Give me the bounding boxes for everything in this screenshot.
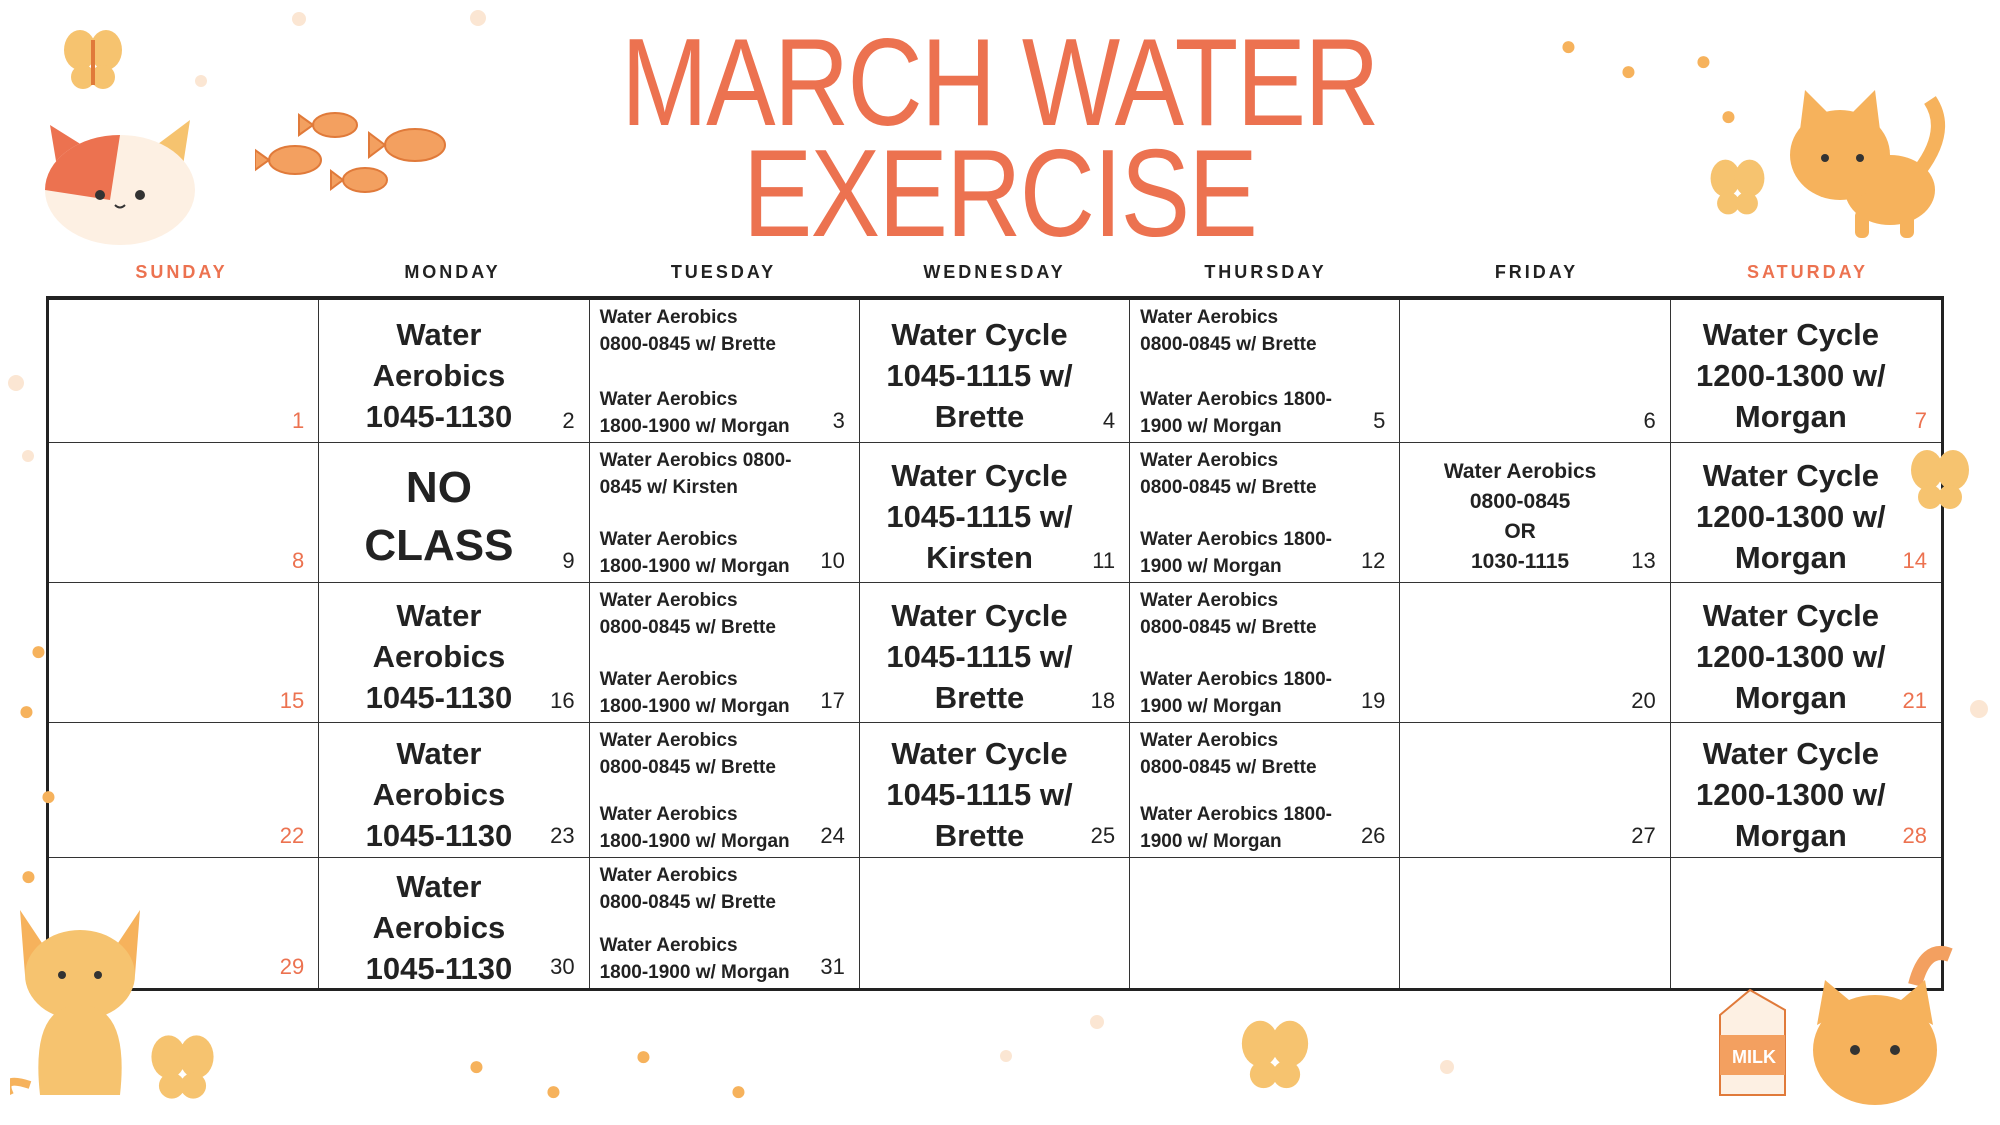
class-info-line: 1030-1115 — [1471, 549, 1570, 573]
calendar-day-31[interactable] — [590, 858, 860, 988]
cat-head-icon — [1805, 925, 1955, 1110]
calendar-empty-cell[interactable] — [860, 858, 1130, 988]
class-info-line: CLASS — [364, 520, 514, 570]
day-number: 16 — [550, 688, 575, 713]
class-info-line: Water — [396, 868, 482, 904]
class-info-line: Water Cycle — [891, 458, 1068, 493]
day-number: 10 — [820, 548, 845, 573]
class-info-line: Aerobics — [372, 776, 506, 812]
weekday-header-wednesday: WEDNESDAY — [923, 262, 1066, 282]
butterfly-icon — [58, 25, 128, 95]
weekday-header-monday: MONDAY — [404, 262, 501, 282]
day-number: 22 — [279, 823, 305, 848]
morning-session — [600, 587, 825, 641]
day-number: 25 — [1090, 823, 1116, 848]
morning-session — [600, 727, 825, 781]
session-line: Water Aerobics — [599, 730, 738, 751]
weekday-header-sunday: SUNDAY — [135, 262, 228, 282]
paw-icon: ● — [730, 1075, 747, 1106]
session-line: Water Aerobics — [599, 865, 738, 886]
decor-dot — [22, 450, 34, 462]
evening-session — [1140, 666, 1365, 720]
butterfly-icon — [1235, 1015, 1315, 1095]
class-info-line: 1045-1130 — [365, 680, 513, 715]
session-line: Water Aerobics — [599, 307, 738, 328]
calendar-day-11[interactable] — [860, 443, 1130, 583]
cat-walking-icon — [1780, 80, 1950, 240]
decor-dot — [1440, 1060, 1454, 1074]
session-line: Water Aerobics — [599, 669, 738, 690]
session-line: Water Aerobics — [599, 590, 738, 611]
decor-dot — [470, 10, 486, 26]
morning-session — [1140, 304, 1365, 358]
decor-dot — [292, 12, 306, 26]
evening-session — [600, 801, 825, 855]
calendar-day-19[interactable] — [1130, 583, 1400, 723]
class-info-line: OR — [1504, 519, 1536, 543]
class-info-line: 0800-0845 — [1469, 489, 1571, 513]
paw-icon: ● — [1720, 100, 1737, 131]
session-line: 1900 w/ Morgan — [1140, 831, 1282, 852]
calendar-day-10[interactable] — [590, 443, 860, 583]
class-info-line: 1045-1130 — [365, 817, 513, 853]
weekday-header-friday: FRIDAY — [1494, 262, 1579, 282]
day-number: 26 — [1360, 823, 1386, 848]
day-number: 9 — [562, 548, 575, 573]
class-info-line: 1200-1300 w/ — [1696, 776, 1886, 812]
day-number: 13 — [1631, 548, 1656, 573]
calendar-day-6[interactable] — [1400, 300, 1670, 443]
butterfly-icon — [145, 1030, 220, 1105]
evening-session — [600, 386, 825, 440]
calendar-day-16[interactable] — [319, 583, 589, 723]
session-line: Water Aerobics — [599, 935, 738, 956]
butterfly-icon — [1705, 155, 1770, 220]
calendar-day-25[interactable] — [860, 723, 1130, 858]
class-info-line: Water Cycle — [891, 598, 1068, 633]
class-info-line: Water Cycle — [1702, 735, 1879, 771]
class-info — [1400, 451, 1639, 582]
decor-dot — [8, 375, 24, 391]
fish-icon — [255, 105, 455, 200]
class-info-line: Brette — [934, 680, 1025, 715]
class-info — [319, 451, 558, 582]
session-line: 0800-0845 w/ Brette — [1140, 757, 1317, 778]
session-line: 0800-0845 w/ Brette — [1140, 617, 1317, 638]
calendar-empty-cell[interactable] — [1130, 858, 1400, 988]
day-number: 4 — [1102, 408, 1116, 433]
class-info — [860, 451, 1099, 582]
calendar-day-15[interactable] — [49, 583, 319, 723]
class-info — [860, 731, 1099, 857]
session-line: Water Aerobics — [1140, 450, 1279, 471]
decor-dot — [195, 75, 207, 87]
calendar-day-4[interactable] — [860, 300, 1130, 443]
day-number: 20 — [1631, 688, 1656, 713]
day-number: 23 — [550, 823, 575, 848]
day-number: 30 — [550, 954, 575, 979]
day-number: 12 — [1360, 548, 1386, 573]
evening-session — [600, 932, 825, 986]
evening-session — [600, 526, 825, 580]
class-info-line: 1200-1300 w/ — [1696, 639, 1886, 674]
calendar-day-21[interactable] — [1671, 583, 1941, 723]
day-number: 5 — [1373, 408, 1386, 433]
class-info-line: Water — [396, 598, 482, 633]
calendar-empty-cell[interactable] — [1400, 858, 1670, 988]
class-info-line: 1045-1115 w/ — [886, 499, 1073, 534]
day-number: 2 — [562, 408, 575, 433]
svg-text:MILK: MILK — [1732, 1047, 1776, 1067]
class-info-line: Water — [396, 316, 482, 352]
calendar-day-8[interactable] — [49, 443, 319, 583]
day-number: 31 — [820, 954, 845, 979]
sitting-cat-icon — [10, 905, 150, 1105]
title-text: EXERCISE — [743, 125, 1257, 263]
calendar-day-27[interactable] — [1400, 723, 1670, 858]
session-line: Water Aerobics — [1140, 307, 1279, 328]
cat-head-icon — [40, 105, 200, 245]
session-line: 1800-1900 w/ Morgan — [599, 831, 790, 852]
calendar-day-26[interactable] — [1130, 723, 1400, 858]
calendar-day-28[interactable] — [1671, 723, 1941, 858]
paw-icon: ● — [40, 780, 57, 811]
calendar-day-12[interactable] — [1130, 443, 1400, 583]
paw-icon: ● — [468, 1050, 485, 1081]
session-line: 1900 w/ Morgan — [1140, 556, 1282, 577]
paw-icon: ● — [1560, 30, 1577, 61]
session-line: Water Aerobics — [1140, 590, 1279, 611]
day-number: 29 — [279, 954, 305, 979]
session-line: 1900 w/ Morgan — [1140, 696, 1282, 717]
morning-session — [600, 862, 825, 916]
calendar-day-20[interactable] — [1400, 583, 1670, 723]
session-line: Water Aerobics — [599, 529, 738, 550]
class-info — [319, 731, 558, 857]
session-line: Water Aerobics 1800- — [1140, 804, 1332, 825]
decor-dot — [1000, 1050, 1012, 1062]
class-info-line: 1045-1115 w/ — [886, 639, 1073, 674]
morning-session — [1140, 447, 1365, 501]
session-line: 0800-0845 w/ Brette — [599, 617, 776, 638]
session-line: 1800-1900 w/ Morgan — [599, 556, 790, 577]
calendar-day-5[interactable] — [1130, 300, 1400, 443]
session-line: Water Aerobics 1800- — [1140, 389, 1332, 410]
class-info-line: Kirsten — [926, 540, 1033, 575]
session-line: 1900 w/ Morgan — [1140, 416, 1282, 437]
day-number: 15 — [279, 688, 305, 713]
day-number: 1 — [292, 408, 305, 433]
calendar-day-30[interactable] — [319, 858, 589, 988]
class-info — [319, 591, 558, 722]
session-line: 0800-0845 w/ Brette — [1140, 334, 1317, 355]
decor-dot — [1090, 1015, 1104, 1029]
evening-session — [1140, 386, 1365, 440]
class-info-line: 1200-1300 w/ — [1696, 499, 1886, 534]
class-info-line: 1045-1115 w/ — [886, 357, 1073, 393]
day-number: 19 — [1360, 688, 1386, 713]
class-info-line: NO — [405, 462, 472, 512]
class-info-line: Water — [396, 735, 482, 771]
day-number: 14 — [1902, 548, 1927, 573]
class-info-line: Brette — [934, 398, 1025, 434]
morning-session — [600, 304, 825, 358]
session-line: 1800-1900 w/ Morgan — [599, 416, 790, 437]
class-info-line: Aerobics — [372, 639, 506, 674]
class-info-line: Aerobics — [372, 357, 506, 393]
class-info — [860, 308, 1099, 442]
class-info-line: 1045-1130 — [365, 950, 513, 986]
evening-session — [1140, 526, 1365, 580]
class-info — [1671, 451, 1911, 582]
session-line: 0845 w/ Kirsten — [599, 477, 738, 498]
class-info — [1671, 731, 1911, 857]
calendar-day-24[interactable] — [590, 723, 860, 858]
class-info-line: 1045-1115 w/ — [886, 776, 1073, 812]
day-number: 21 — [1902, 688, 1927, 713]
weekday-header-thursday: THURSDAY — [1204, 262, 1327, 282]
calendar-grid — [46, 296, 1944, 991]
decor-dot — [1970, 700, 1988, 718]
day-number: 11 — [1092, 548, 1116, 573]
class-info-line: Morgan — [1734, 398, 1847, 434]
morning-session — [1140, 587, 1365, 641]
butterfly-icon — [1905, 445, 1975, 515]
day-number: 27 — [1631, 823, 1656, 848]
class-info-line: Water Cycle — [1702, 316, 1879, 352]
class-info — [860, 591, 1099, 722]
calendar-day-13[interactable] — [1400, 443, 1670, 583]
day-number: 18 — [1090, 688, 1116, 713]
class-info — [1671, 308, 1911, 442]
session-line: 0800-0845 w/ Brette — [599, 757, 776, 778]
evening-session — [600, 666, 825, 720]
class-info — [319, 866, 558, 988]
class-info-line: 1045-1130 — [365, 398, 513, 434]
calendar-day-3[interactable] — [590, 300, 860, 443]
calendar-day-18[interactable] — [860, 583, 1130, 723]
class-info-line: 1200-1300 w/ — [1696, 357, 1886, 393]
weekday-header-tuesday: TUESDAY — [670, 262, 777, 282]
class-info — [319, 308, 558, 442]
day-number: 7 — [1914, 408, 1927, 433]
weekday-header-saturday: SATURDAY — [1746, 262, 1868, 282]
class-info-line: Morgan — [1734, 817, 1847, 853]
title-text: MARCH WATER — [621, 14, 1379, 152]
paw-icon: ● — [1620, 55, 1637, 86]
session-line: 0800-0845 w/ Brette — [599, 334, 776, 355]
session-line: Water Aerobics 0800- — [599, 450, 792, 471]
class-info-line: Water Cycle — [891, 316, 1068, 352]
paw-icon: ● — [30, 635, 47, 666]
paw-icon: ● — [635, 1040, 652, 1071]
class-info — [1671, 591, 1911, 722]
paw-icon: ● — [20, 860, 37, 891]
class-info-line: Water Aerobics — [1443, 459, 1597, 483]
morning-session — [1140, 727, 1365, 781]
session-line: 0800-0845 w/ Brette — [599, 892, 776, 913]
day-number: 28 — [1902, 823, 1927, 848]
paw-icon: ● — [1695, 45, 1712, 76]
session-line: Water Aerobics 1800- — [1140, 529, 1332, 550]
class-info-line: Water Cycle — [1702, 598, 1879, 633]
calendar-day-22[interactable] — [49, 723, 319, 858]
calendar-day-14[interactable] — [1671, 443, 1941, 583]
class-info-line: Aerobics — [372, 909, 506, 945]
morning-session — [600, 447, 825, 501]
calendar-day-7[interactable] — [1671, 300, 1941, 443]
session-line: Water Aerobics — [599, 389, 738, 410]
class-info-line: Brette — [934, 817, 1025, 853]
class-info-line: Water Cycle — [891, 735, 1068, 771]
day-number: 17 — [820, 688, 845, 713]
milk-carton-icon — [1710, 985, 1795, 1100]
session-line: 1800-1900 w/ Morgan — [599, 962, 790, 983]
calendar-day-2[interactable] — [319, 300, 589, 443]
day-number: 8 — [292, 548, 305, 573]
day-number: 3 — [832, 408, 845, 433]
evening-session — [1140, 801, 1365, 855]
session-line: 1800-1900 w/ Morgan — [599, 696, 790, 717]
session-line: Water Aerobics — [599, 804, 738, 825]
session-line: 0800-0845 w/ Brette — [1140, 477, 1317, 498]
class-info-line: Morgan — [1734, 540, 1847, 575]
session-line: Water Aerobics — [1140, 730, 1279, 751]
class-info-line: Water Cycle — [1702, 458, 1879, 493]
class-info-line: Morgan — [1734, 680, 1847, 715]
session-line: Water Aerobics 1800- — [1140, 669, 1332, 690]
calendar-day-17[interactable] — [590, 583, 860, 723]
day-number: 6 — [1643, 408, 1656, 433]
calendar-day-23[interactable] — [319, 723, 589, 858]
day-number: 24 — [820, 823, 845, 848]
paw-icon: ● — [545, 1075, 562, 1106]
calendar-day-9[interactable] — [319, 443, 589, 583]
paw-icon: ● — [18, 695, 35, 726]
calendar-day-1[interactable] — [49, 300, 319, 443]
